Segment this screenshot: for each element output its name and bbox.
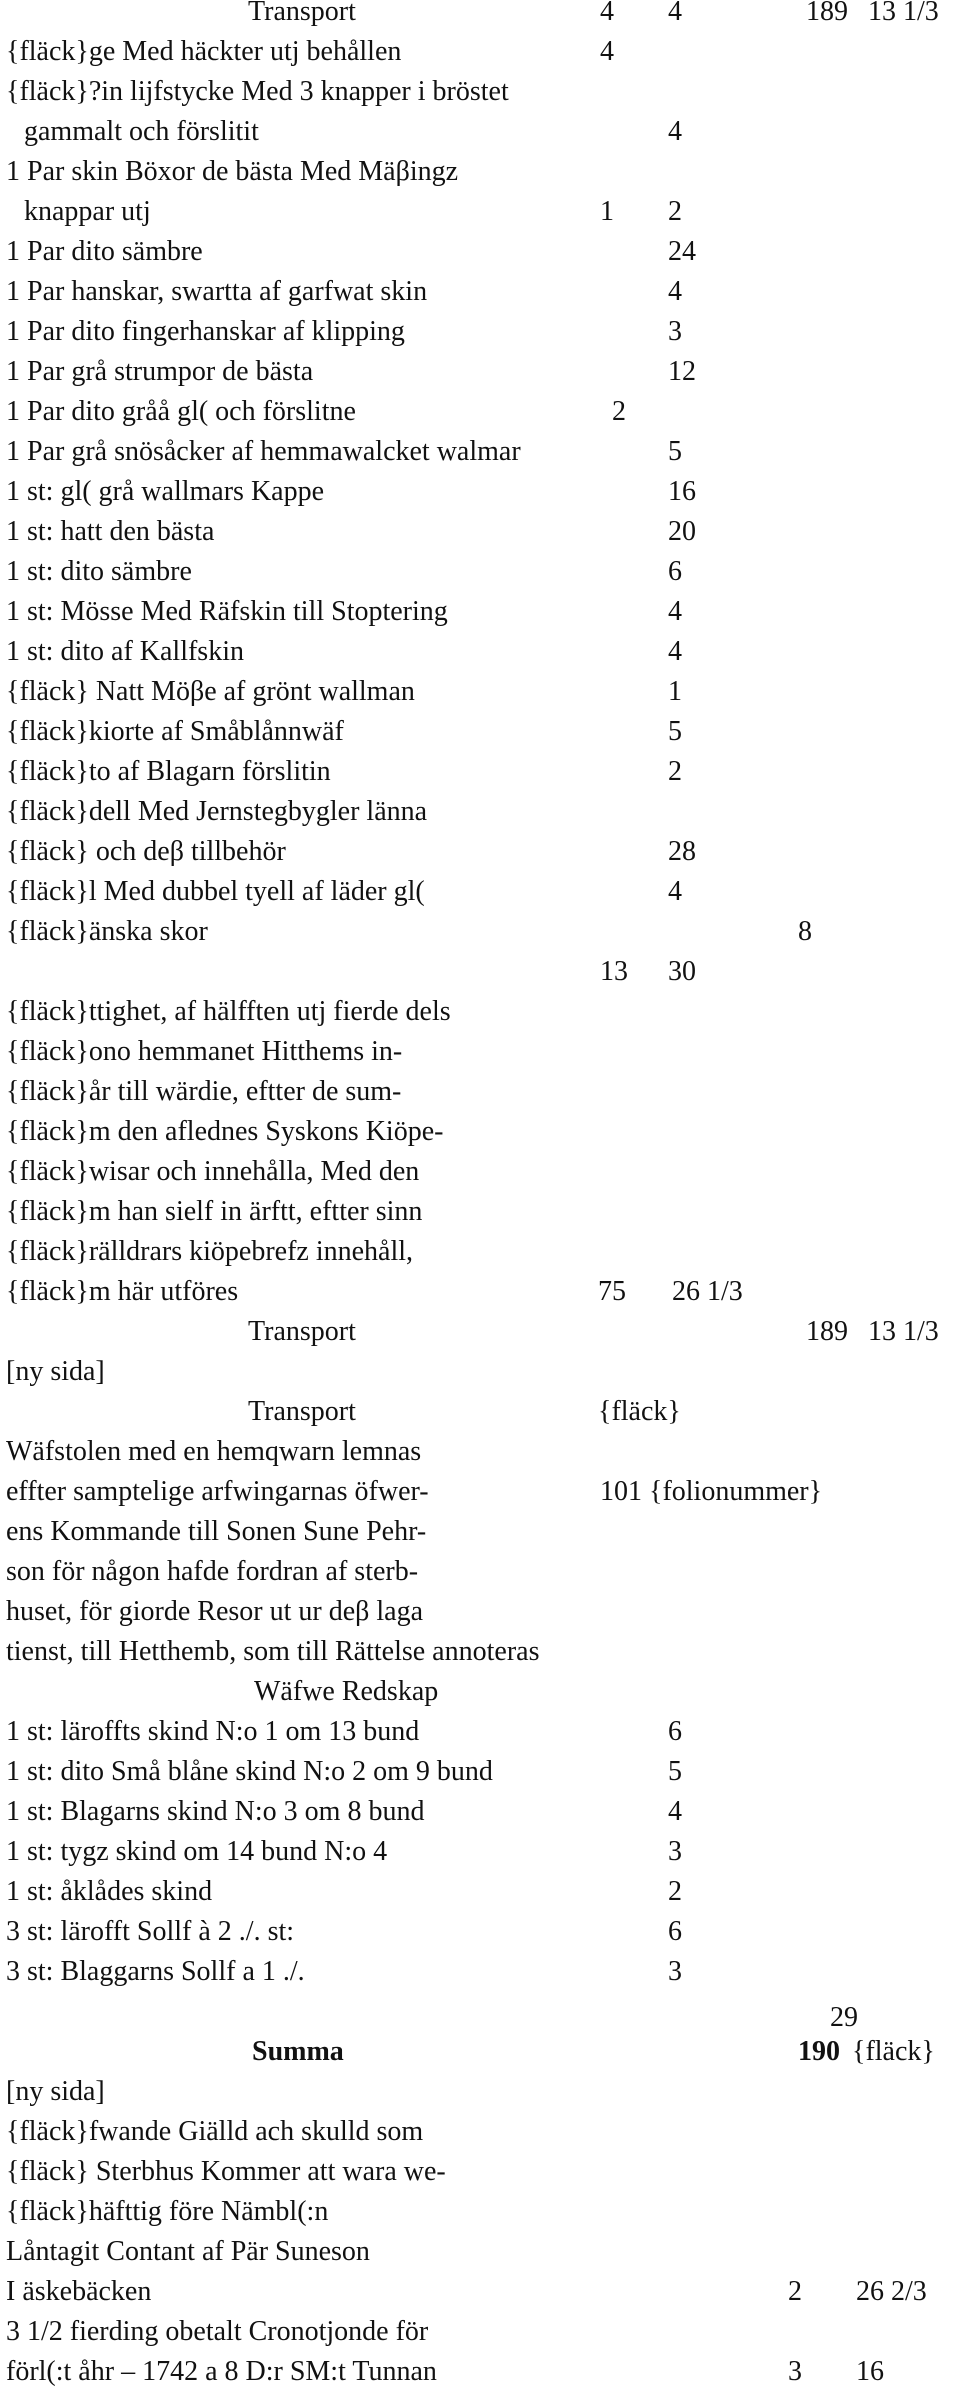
amount: 2 xyxy=(668,756,682,787)
text-line xyxy=(0,2192,960,2232)
line-text: {fläck}år till wärdie, eftter de sum- xyxy=(6,1076,402,1107)
line-text: 1 st: läroffts skind N:o 1 om 13 bund xyxy=(6,1716,420,1747)
line-text: 1 st: dito Små blåne skind N:o 2 om 9 bund xyxy=(6,1756,493,1787)
amount: 16 xyxy=(856,2356,884,2387)
text-line xyxy=(0,1512,960,1552)
amount: 4 xyxy=(668,596,682,627)
line-text: {fläck}dell Med Jernstegbygler länna xyxy=(6,796,428,827)
text-line xyxy=(0,1152,960,1192)
text-line xyxy=(0,312,960,352)
transport-label: Transport xyxy=(248,1396,356,1427)
line-text: {fläck}l Med dubbel tyell af läder gl( xyxy=(6,876,425,907)
amount: 5 xyxy=(668,436,682,467)
line-text: 3 1/2 fierding obetalt Cronotjonde för xyxy=(6,2316,429,2347)
line-text: {fläck}ge Med häckter utj behållen xyxy=(6,36,402,67)
section-heading: Wäfwe Redskap xyxy=(254,1676,439,1707)
line-text: {fläck}?in lijfstycke Med 3 knapper i bröstet xyxy=(6,76,509,107)
line-text: 1 Par grå snösåcker af hemmawalcket walmar xyxy=(6,436,521,467)
text-line xyxy=(0,1272,960,1312)
text-line xyxy=(0,1392,960,1432)
text-line xyxy=(0,72,960,112)
text-line xyxy=(0,2152,960,2192)
line-text: tienst, till Hetthemb, som till Rättelse annoteras xyxy=(6,1636,540,1667)
amount: 2 xyxy=(668,196,682,227)
text-line xyxy=(0,432,960,472)
text-line xyxy=(0,512,960,552)
line-text: {fläck}rälldrars kiöpebrefz innehåll, xyxy=(6,1236,414,1267)
text-line xyxy=(0,1472,960,1512)
amount: {fläck} xyxy=(598,1396,681,1427)
amount: 1 xyxy=(668,676,682,707)
amount: {fläck} xyxy=(852,2036,935,2067)
line-text: 1 Par hanskar, swartta af garfwat skin xyxy=(6,276,428,307)
amount: 8 xyxy=(798,916,812,947)
transport-label: Transport xyxy=(248,1316,356,1347)
amount: 5 xyxy=(668,1756,682,1787)
line-text: knappar utj xyxy=(24,196,151,227)
sum-amount: 30 xyxy=(668,956,696,987)
transport-label: Transport xyxy=(248,0,356,27)
line-text: 1 st: dito af Kallfskin xyxy=(6,636,244,667)
line-text: 1 Par dito sämbre xyxy=(6,236,203,267)
text-line xyxy=(0,2112,960,2152)
text-line xyxy=(0,1832,960,1872)
amount: 24 xyxy=(668,236,696,267)
amount: 2 xyxy=(788,2276,802,2307)
text-line xyxy=(0,1632,960,1672)
amount: 13 1/3 xyxy=(868,1316,939,1347)
line-text: {fläck}to af Blagarn förslitin xyxy=(6,756,331,787)
text-line xyxy=(0,1552,960,1592)
line-text: {fläck}m den aflednes Syskons Kiöpe- xyxy=(6,1116,444,1147)
line-text: huset, för giorde Resor ut ur deβ laga xyxy=(6,1596,424,1627)
text-line xyxy=(0,872,960,912)
line-text: {fläck}fwande Giälld ach skulld som xyxy=(6,2116,424,2147)
line-text: 1 st: åklådes skind xyxy=(6,1876,213,1907)
amount: 2 xyxy=(612,396,626,427)
line-text: {fläck} Sterbhus Kommer att wara we- xyxy=(6,2156,446,2187)
text-line xyxy=(0,592,960,632)
text-line xyxy=(0,912,960,952)
text-line xyxy=(0,272,960,312)
text-line xyxy=(0,32,960,72)
text-line xyxy=(0,1672,960,1712)
text-line xyxy=(0,192,960,232)
sum-amount: 29 xyxy=(830,2002,858,2033)
text-line xyxy=(0,792,960,832)
folio-number: 101 {folionummer} xyxy=(600,1476,823,1507)
text-line xyxy=(0,752,960,792)
line-text: 1 st: dito sämbre xyxy=(6,556,192,587)
text-line xyxy=(0,952,960,992)
line-text: 1 Par dito fingerhanskar af klipping xyxy=(6,316,405,347)
amount: 4 xyxy=(668,0,682,27)
line-text: 1 st: Blagarns skind N:o 3 om 8 bund xyxy=(6,1796,425,1827)
amount: 1 xyxy=(600,196,614,227)
page-break-note: [ny sida] xyxy=(6,2076,105,2107)
text-line xyxy=(0,112,960,152)
text-line xyxy=(0,2312,960,2352)
line-text: 1 st: tygz skind om 14 bund N:o 4 xyxy=(6,1836,388,1867)
amount: 4 xyxy=(668,1796,682,1827)
text-line xyxy=(0,1312,960,1352)
amount: 75 xyxy=(598,1276,626,1307)
line-text: förl(:t åhr – 1742 a 8 D:r SM:t Tunnan xyxy=(6,2356,437,2387)
text-line xyxy=(0,352,960,392)
text-line xyxy=(0,672,960,712)
text-line xyxy=(0,472,960,512)
amount: 20 xyxy=(668,516,696,547)
text-line xyxy=(0,712,960,752)
text-line xyxy=(0,152,960,192)
text-line xyxy=(0,2072,960,2112)
text-line xyxy=(0,1952,960,1992)
amount: 3 xyxy=(668,1956,682,1987)
line-text: 1 st: hatt den bästa xyxy=(6,516,215,547)
line-text: {fläck}kiorte af Småblånnwäf xyxy=(6,716,344,747)
line-text: 1 Par dito gråå gl( och förslitne xyxy=(6,396,356,427)
amount: 4 xyxy=(600,0,614,27)
line-text: 1 st: Mösse Med Räfskin till Stoptering xyxy=(6,596,448,627)
text-line xyxy=(0,1872,960,1912)
text-line xyxy=(0,1072,960,1112)
text-line xyxy=(0,1432,960,1472)
line-text: 3 st: lärofft Sollf à 2 ./. st: xyxy=(6,1916,295,1947)
amount: 28 xyxy=(668,836,696,867)
summa-amount: 190 xyxy=(798,2036,840,2067)
amount: 12 xyxy=(668,356,696,387)
text-line xyxy=(0,552,960,592)
amount: 3 xyxy=(668,1836,682,1867)
line-text: Låntagit Contant af Pär Suneson xyxy=(6,2236,370,2267)
text-line xyxy=(0,392,960,432)
amount: 3 xyxy=(788,2356,802,2387)
line-text: ens Kommande till Sonen Sune Pehr- xyxy=(6,1516,427,1547)
text-line xyxy=(0,1912,960,1952)
text-line xyxy=(0,2032,960,2072)
text-line xyxy=(0,632,960,672)
text-line xyxy=(0,992,960,1032)
line-text: {fläck} och deβ tillbehör xyxy=(6,836,286,867)
amount: 189 xyxy=(806,0,848,27)
sum-amount: 13 xyxy=(600,956,628,987)
text-line xyxy=(0,1192,960,1232)
line-text: son för någon hafde fordran af sterb- xyxy=(6,1556,419,1587)
text-line xyxy=(0,2352,960,2392)
amount: 26 2/3 xyxy=(856,2276,927,2307)
text-line xyxy=(0,1112,960,1152)
summa-label: Summa xyxy=(252,2036,344,2067)
amount: 6 xyxy=(668,1916,682,1947)
text-line xyxy=(0,1232,960,1272)
line-text: I äskebäcken xyxy=(6,2276,152,2307)
line-text: {fläck}häfttig före Nämbl(:n xyxy=(6,2196,329,2227)
amount: 26 1/3 xyxy=(672,1276,743,1307)
amount: 13 1/3 xyxy=(868,0,939,27)
line-text: {fläck}ono hemmanet Hitthems in- xyxy=(6,1036,403,1067)
amount: 4 xyxy=(600,36,614,67)
line-text: {fläck} Natt Möβe af grönt wallman xyxy=(6,676,415,707)
line-text: {fläck}m här utföres xyxy=(6,1276,239,1307)
line-text: 3 st: Blaggarns Sollf a 1 ./. xyxy=(6,1956,305,1987)
text-line xyxy=(0,832,960,872)
amount: 6 xyxy=(668,1716,682,1747)
text-line xyxy=(0,2232,960,2272)
page-break-note: [ny sida] xyxy=(6,1356,105,1387)
amount: 3 xyxy=(668,316,682,347)
amount: 4 xyxy=(668,116,682,147)
text-line xyxy=(0,232,960,272)
text-line xyxy=(0,1352,960,1392)
line-text: 1 st: gl( grå wallmars Kappe xyxy=(6,476,325,507)
amount: 4 xyxy=(668,636,682,667)
line-text: effter samptelige arfwingarnas öfwer- xyxy=(6,1476,429,1507)
amount: 5 xyxy=(668,716,682,747)
line-text: Wäfstolen med en hemqwarn lemnas xyxy=(6,1436,422,1467)
line-text: 1 Par skin Böxor de bästa Med Mäβingz xyxy=(6,156,459,187)
line-text: {fläck}ttighet, af hälfften utj fierde dels xyxy=(6,996,451,1027)
text-line xyxy=(0,1592,960,1632)
text-line xyxy=(0,0,960,32)
text-line xyxy=(0,2272,960,2312)
text-line xyxy=(0,1792,960,1832)
line-text: {fläck}wisar och innehålla, Med den xyxy=(6,1156,420,1187)
text-line xyxy=(0,1712,960,1752)
amount: 4 xyxy=(668,876,682,907)
amount: 16 xyxy=(668,476,696,507)
line-text: {fläck}m han sielf in ärftt, eftter sinn xyxy=(6,1196,423,1227)
line-text: gammalt och förslitit xyxy=(24,116,259,147)
line-text: 1 Par grå strumpor de bästa xyxy=(6,356,314,387)
amount: 4 xyxy=(668,276,682,307)
amount: 6 xyxy=(668,556,682,587)
amount: 2 xyxy=(668,1876,682,1907)
text-line xyxy=(0,1752,960,1792)
text-line xyxy=(0,1032,960,1072)
line-text: {fläck}änska skor xyxy=(6,916,208,947)
amount: 189 xyxy=(806,1316,848,1347)
